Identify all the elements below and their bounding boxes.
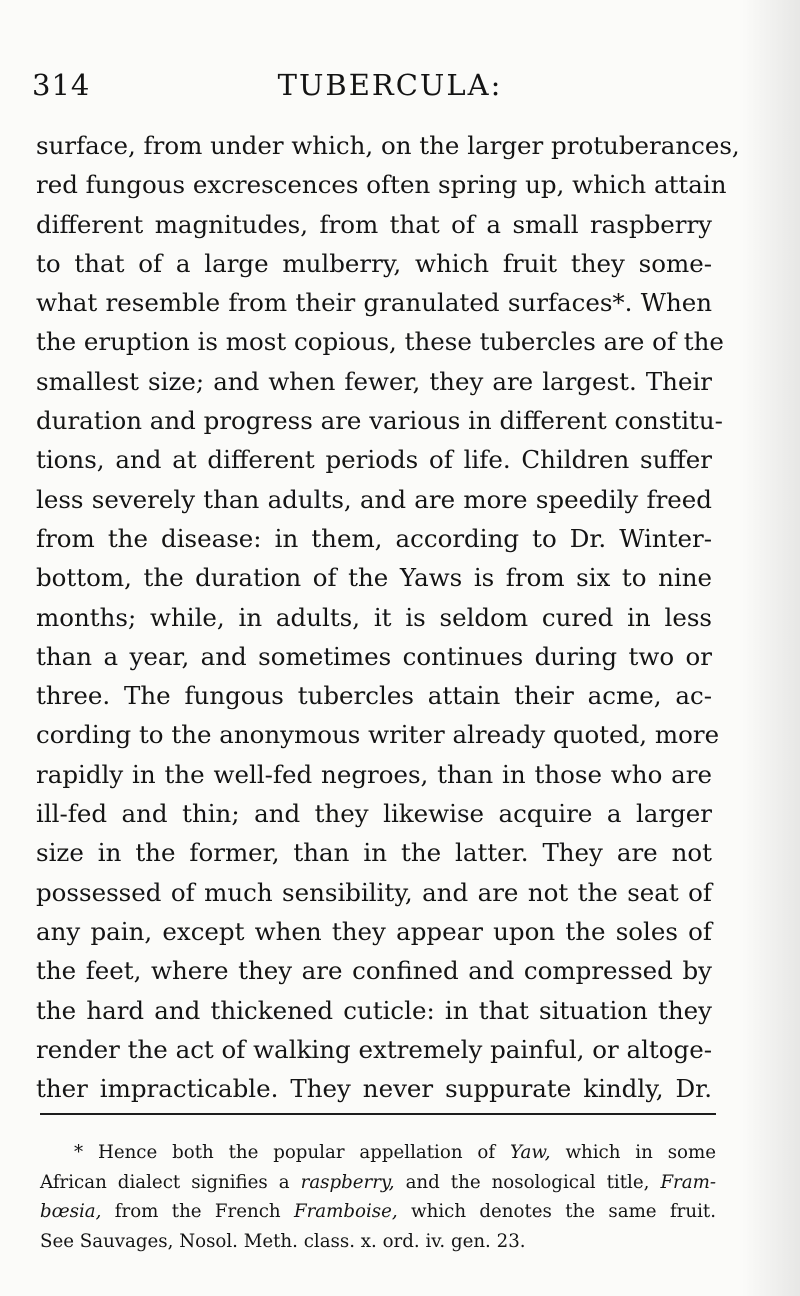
page-edge-shadow: [742, 0, 800, 1296]
footnote-italic: Framboise,: [293, 1201, 398, 1222]
body-line: duration and progress are various in different constitu-: [36, 406, 723, 436]
page-number: 314: [32, 68, 91, 102]
footnote-line: See Sauvages, Nosol. Meth. class. x. ord. iv. gen. 23.: [40, 1230, 526, 1252]
body-line: less severely than adults, and are more speedily freed: [36, 484, 712, 514]
body-line: the eruption is most copious, these tubercles are of the: [36, 327, 724, 357]
body-line: than a year, and sometimes continues during two or: [36, 641, 712, 671]
footnote: [40, 1138, 716, 1256]
body-line: red fungous excrescences often spring up, which attain: [36, 170, 727, 200]
body-line: months; while, in adults, it is seldom cured in less: [36, 602, 712, 632]
body-line: smallest size; and when fewer, they are largest. Their: [36, 366, 712, 396]
body-line: three. The fungous tubercles attain their acme, ac-: [36, 681, 712, 711]
footnote-text: which denotes the same fruit.: [397, 1201, 716, 1222]
footnote-italic: Fram-: [660, 1171, 716, 1193]
footnote-italic: bœsia,: [40, 1201, 102, 1222]
body-line: tions, and at different periods of life. Children suffer: [36, 445, 712, 475]
footnote-italic: Yaw,: [509, 1142, 551, 1163]
body-line: what resemble from their granulated surfaces*. When: [36, 288, 712, 318]
footnote-text: African dialect signifies a: [40, 1171, 301, 1193]
page-header: [32, 68, 712, 108]
body-line: surface, from under which, on the larger protuberances,: [36, 131, 740, 160]
body-line: any pain, except when they appear upon the soles of: [36, 916, 712, 946]
body-line: the feet, where they are confined and compressed by: [36, 956, 712, 986]
body-line: bottom, the duration of the Yaws is from six to nine: [36, 563, 712, 593]
footnote-italic: raspberry,: [300, 1171, 395, 1193]
footnote-line: [40, 1138, 716, 1168]
footnote-line: [40, 1168, 716, 1198]
body-line: the hard and thickened cuticle: in that situation they: [36, 995, 712, 1025]
footnote-text: from the French: [101, 1201, 294, 1222]
body-line: size in the former, than in the latter. They are not: [36, 838, 712, 868]
footnote-rule: [40, 1113, 716, 1115]
footnote-text: which in some: [550, 1142, 716, 1163]
footnote-text: * Hence both the popular appellation of: [74, 1142, 510, 1163]
body-text: [36, 126, 740, 1108]
running-head: TUBERCULA:: [277, 68, 503, 102]
footnote-line: [40, 1197, 716, 1227]
body-line: ther impracticable. They never suppurate kindly, Dr.: [36, 1074, 712, 1104]
footnote-text: and the nosological title,: [394, 1171, 661, 1193]
body-line: to that of a large mulberry, which fruit they some-: [36, 248, 712, 278]
body-line: rapidly in the well-fed negroes, than in those who are: [36, 759, 712, 789]
body-line: cording to the anonymous writer already quoted, more: [36, 720, 720, 750]
body-line: from the disease: in them, according to Dr. Winter-: [36, 523, 712, 553]
body-line: possessed of much sensibility, and are not the seat of: [36, 877, 712, 907]
body-line: render the act of walking extremely painful, or altoge-: [36, 1034, 712, 1064]
body-line: different magnitudes, from that of a small raspberry: [36, 209, 712, 239]
body-line: ill-fed and thin; and they likewise acquire a larger: [36, 799, 712, 829]
